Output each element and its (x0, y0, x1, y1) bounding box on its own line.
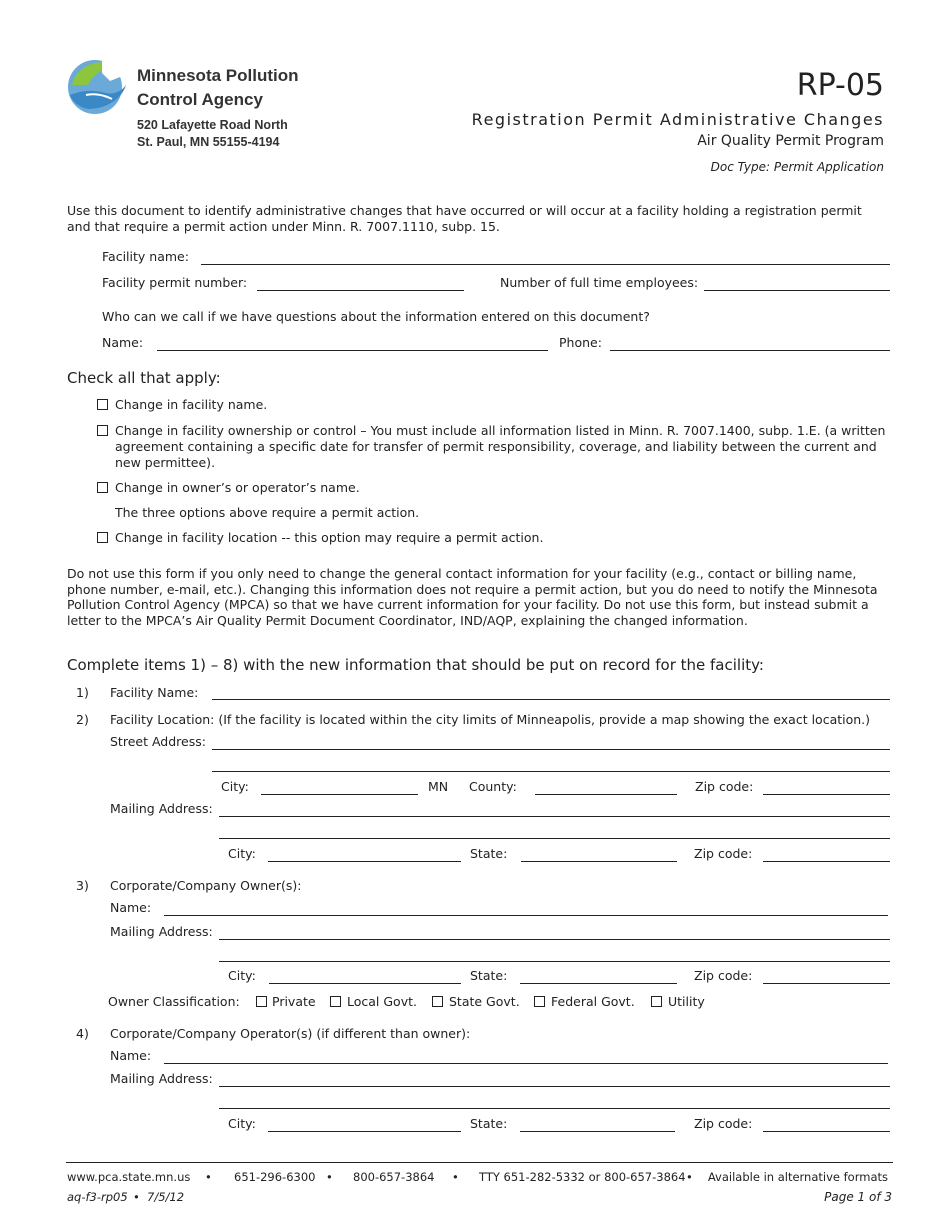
footer-bullet-1: • (205, 1170, 212, 1184)
owner-zip-field[interactable] (763, 983, 890, 984)
facility-name-change-checkbox[interactable] (97, 399, 108, 410)
footer-divider (66, 1162, 893, 1163)
owner-zip-label: Zip code: (694, 968, 753, 983)
owner-mailing-label: Mailing Address: (110, 924, 213, 939)
street-address-field[interactable] (212, 749, 890, 750)
location-mailing-field-2[interactable] (219, 838, 890, 839)
facility-location-label: Facility Location: (If the facility is located within the city limits of Minneapolis, provide a map showing the exact location.) (110, 712, 871, 727)
employees-label: Number of full time employees: (500, 275, 699, 290)
location-zip-field[interactable] (763, 794, 890, 795)
footer-bullet-2: • (326, 1170, 333, 1184)
owner-mailing-field-2[interactable] (219, 961, 890, 962)
operator-state-label: State: (470, 1116, 508, 1131)
operator-state-field[interactable] (520, 1131, 675, 1132)
employees-field[interactable] (704, 290, 890, 291)
items-heading: Complete items 1) – 8) with the new information that should be put on record for the facility: (67, 656, 764, 674)
class-private-checkbox[interactable] (256, 996, 267, 1007)
mpca-logo-icon (66, 55, 128, 117)
location-change-label: Change in facility location -- this option may require a permit action. (115, 530, 544, 545)
operator-mailing-field[interactable] (219, 1086, 890, 1087)
agency-address-line2: St. Paul, MN 55155-4194 (137, 135, 280, 149)
class-utility-label: Utility (668, 994, 705, 1009)
footer-bullet-5: • (133, 1190, 140, 1204)
owner-state-label: State: (470, 968, 508, 983)
notice-line1: Do not use this form if you only need to change the general contact information for your facility (e.g., contact or billing name, (67, 566, 857, 581)
operator-heading: Corporate/Company Operator(s) (if different than owner): (110, 1026, 471, 1041)
street-address-field-2[interactable] (212, 771, 890, 772)
owner-name-field[interactable] (164, 915, 888, 916)
ownership-change-label-line2: agreement containing a specific date for transfer of permit responsibility, coverage, and liability between the current and (115, 439, 877, 454)
operator-zip-label: Zip code: (694, 1116, 753, 1131)
notice-line2: phone number, e-mail, etc.). Changing this information does not require a permit action, but you do need to notify the Minnesota (67, 582, 878, 597)
footer-alt-formats: Available in alternative formats (707, 1170, 888, 1184)
new-facility-name-field[interactable] (212, 699, 890, 700)
agency-address-line1: 520 Lafayette Road North (137, 118, 288, 132)
footer-tty: TTY 651-282-5332 or 800-657-3864 (479, 1170, 686, 1184)
location-change-checkbox[interactable] (97, 532, 108, 543)
class-state-checkbox[interactable] (432, 996, 443, 1007)
footer-phone-2: 800-657-3864 (353, 1170, 435, 1184)
item-number-3: 3) (76, 878, 89, 893)
mailing-city-label: City: (228, 846, 256, 861)
agency-name-line1: Minnesota Pollution (137, 66, 299, 85)
owner-classification-label: Owner Classification: (108, 994, 240, 1009)
new-facility-name-label: Facility Name: (110, 685, 199, 700)
mailing-state-label: State: (470, 846, 508, 861)
location-county-label: County: (469, 779, 517, 794)
class-federal-checkbox[interactable] (534, 996, 545, 1007)
intro-paragraph: Use this document to identify administrative changes that have occurred or will occur at a facility holding a registration permit and that require a permit action under Minn. R. 7007.1110, subp. 15. (67, 203, 862, 234)
operator-name-field[interactable] (164, 1063, 888, 1064)
mailing-city-field[interactable] (268, 861, 461, 862)
contact-name-label: Name: (102, 335, 144, 350)
class-utility-checkbox[interactable] (651, 996, 662, 1007)
facility-permit-field[interactable] (257, 290, 464, 291)
operator-city-field[interactable] (268, 1131, 461, 1132)
footer-phone-1: 651-296-6300 (234, 1170, 316, 1184)
owner-city-label: City: (228, 968, 256, 983)
mailing-zip-field[interactable] (763, 861, 890, 862)
footer-bullet-4: • (686, 1170, 693, 1184)
ownership-change-label-line1: Change in facility ownership or control – You must include all information listed in Minn. R. 7007.1400, subp. 1.E. (a written (115, 423, 886, 438)
contact-question: Who can we call if we have questions about the information entered on this document? (102, 309, 650, 324)
street-address-label: Street Address: (110, 734, 206, 749)
operator-city-label: City: (228, 1116, 256, 1131)
program-name: Air Quality Permit Program (697, 133, 884, 149)
footer-bullet-3: • (452, 1170, 459, 1184)
mailing-zip-label: Zip code: (694, 846, 753, 861)
contact-phone-label: Phone: (559, 335, 602, 350)
facility-name-field[interactable] (201, 264, 890, 265)
class-local-label: Local Govt. (347, 994, 417, 1009)
notice-line4: letter to the MPCA’s Air Quality Permit Document Coordinator, IND/AQP, explaining the changed information. (67, 613, 748, 628)
location-mailing-field[interactable] (219, 816, 890, 817)
facility-permit-label: Facility permit number: (102, 275, 248, 290)
owner-state-field[interactable] (520, 983, 677, 984)
ownership-change-checkbox[interactable] (97, 425, 108, 436)
location-mailing-label: Mailing Address: (110, 801, 213, 816)
facility-name-label: Facility name: (102, 249, 189, 264)
agency-name-line2: Control Agency (137, 90, 263, 109)
mailing-state-field[interactable] (521, 861, 677, 862)
item-number-4: 4) (76, 1026, 89, 1041)
owner-mailing-field[interactable] (219, 939, 890, 940)
footer-date: 7/5/12 (147, 1190, 185, 1204)
class-state-label: State Govt. (449, 994, 520, 1009)
location-county-field[interactable] (535, 794, 677, 795)
item-number-2: 2) (76, 712, 89, 727)
check-heading: Check all that apply: (67, 369, 221, 387)
owner-name-label: Name: (110, 900, 152, 915)
permit-action-note: The three options above require a permit action. (115, 505, 420, 520)
contact-phone-field[interactable] (610, 350, 890, 351)
location-state-mn: MN (428, 779, 449, 794)
location-city-label: City: (221, 779, 249, 794)
operator-mailing-label: Mailing Address: (110, 1071, 213, 1086)
class-local-checkbox[interactable] (330, 996, 341, 1007)
item-number-1: 1) (76, 685, 89, 700)
doc-type: Doc Type: Permit Application (710, 160, 884, 174)
class-federal-label: Federal Govt. (551, 994, 635, 1009)
form-code: RP-05 (796, 68, 884, 103)
page-number: Page 1 of 3 (824, 1190, 892, 1204)
footer-website[interactable]: www.pca.state.mn.us (67, 1170, 191, 1184)
contact-name-field[interactable] (157, 350, 548, 351)
class-private-label: Private (272, 994, 316, 1009)
form-title: Registration Permit Administrative Changes (471, 110, 884, 129)
owner-city-field[interactable] (269, 983, 461, 984)
agency-logo (66, 55, 128, 117)
operator-mailing-field-2[interactable] (219, 1108, 890, 1109)
facility-name-change-label: Change in facility name. (115, 397, 268, 412)
location-city-field[interactable] (261, 794, 418, 795)
location-zip-label: Zip code: (695, 779, 754, 794)
operator-name-label: Name: (110, 1048, 152, 1063)
operator-zip-field[interactable] (763, 1131, 890, 1132)
owner-heading: Corporate/Company Owner(s): (110, 878, 302, 893)
notice-line3: Pollution Control Agency (MPCA) so that we have current information for your facility. Do not use this form, but instead submit a (67, 597, 869, 612)
owner-name-change-checkbox[interactable] (97, 482, 108, 493)
owner-name-change-label: Change in owner’s or operator’s name. (115, 480, 360, 495)
footer-form-id: aq-f3-rp05 (67, 1190, 128, 1204)
ownership-change-label-line3: new permittee). (115, 455, 216, 470)
